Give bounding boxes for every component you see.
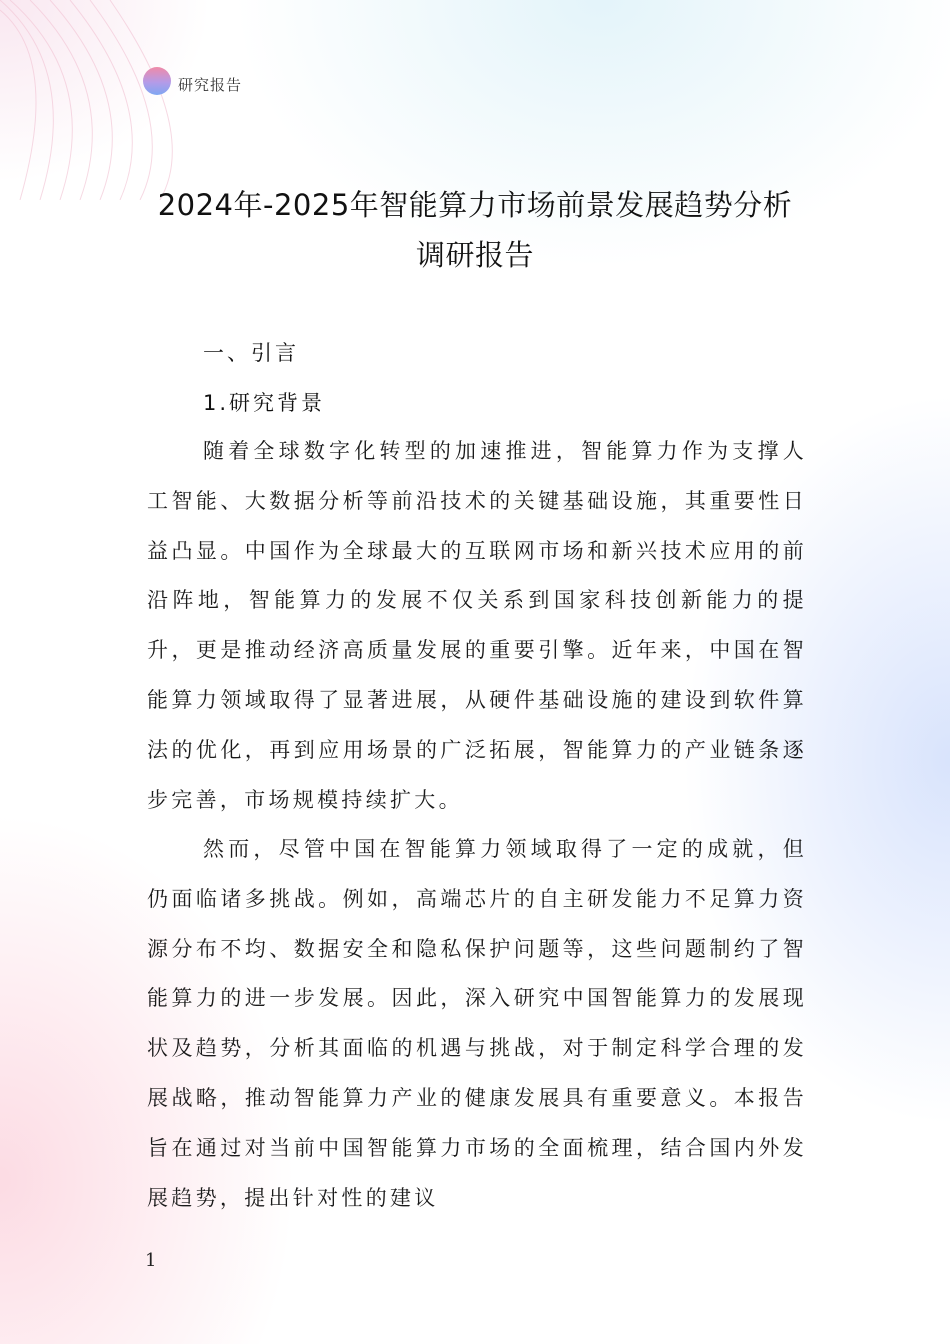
report-logo-icon: [143, 67, 171, 95]
corner-decoration: [0, 0, 243, 200]
header-label: 研究报告: [178, 76, 243, 94]
document-title: 2024年-2025年智能算力市场前景发展趋势分析调研报告: [157, 188, 793, 272]
section-heading: 一、引言: [203, 341, 299, 365]
page-number: 1: [145, 1250, 157, 1271]
body-paragraph: 然而，尽管中国在智能算力领域取得了一定的成就，但仍面临诸多挑战。例如，高端芯片的自主研发能力不足算力资源分布不均、数据安全和隐私保护问题等，这些问题制约了智能算力的进一步发展。因此，深入研究中国智能算力的发展现状及趋势，分析其面临的机遇与挑战，对于制定科学合理的发展战略，推动智能算力产业的健康发展具有重要意义。本报告旨在通过对当前中国智能算力市场的全面梳理，结合国内外发展趋势，提出针对性的建议: [147, 837, 807, 1210]
subsection-heading: 1.研究背景: [203, 391, 326, 415]
body-paragraph: 随着全球数字化转型的加速推进，智能算力作为支撑人工智能、大数据分析等前沿技术的关键基础设施，其重要性日益凸显。中国作为全球最大的互联网市场和新兴技术应用的前沿阵地，智能算力的发展不仅关系到国家科技创新能力的提升，更是推动经济高质量发展的重要引擎。近年来，中国在智能算力领域取得了显著进展，从硬件基础设施的建设到软件算法的优化，再到应用场景的广泛拓展，智能算力的产业链条逐步完善，市场规模持续扩大。: [147, 439, 807, 812]
